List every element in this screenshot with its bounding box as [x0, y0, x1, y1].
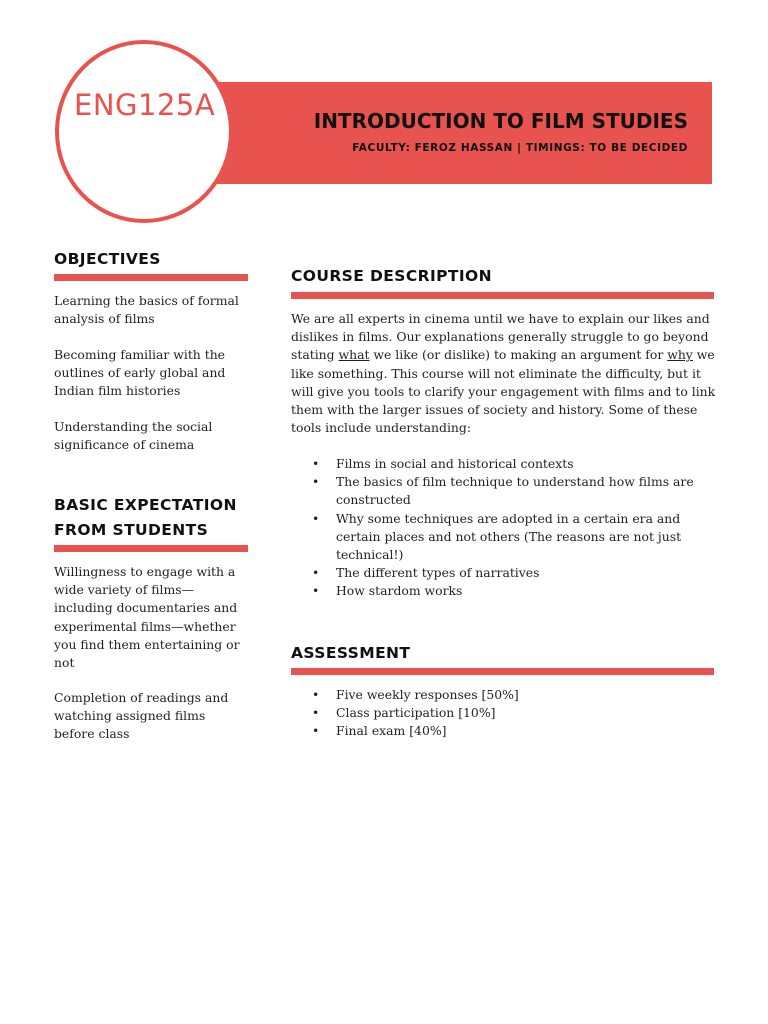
description-text-part1: We are all experts in cinema until we have to explain our likes and dislikes in films. Our explanations generally struggle to go beyond stating [291, 311, 710, 363]
objective-item: Learning the basics of formal analysis of films [54, 293, 239, 327]
course-subtitle: FACULTY: FEROZ HASSAN | TIMINGS: TO BE DECIDED [352, 142, 688, 154]
list-item: • The basics of film technique to understand how films are constructed [291, 473, 717, 509]
expectation-item: Completion of readings and watching assigned films before class [54, 690, 229, 742]
assessment-list [291, 686, 717, 741]
assessment-rule [291, 668, 714, 675]
description-underline-what: what [338, 347, 370, 363]
course-description-rule [291, 292, 714, 299]
objective-item: Understanding the social significance of cinema [54, 419, 213, 453]
course-description-heading: COURSE DESCRIPTION [291, 267, 492, 285]
course-description-text [291, 310, 717, 437]
list-item: • Final exam [40%] [291, 722, 717, 740]
description-text-part3: we like something. This course will not eliminate the difficulty, but it will give you tools to clarify your engagement with films and to link them with the larger issues of society and history. Some of these tools include understanding: [291, 347, 716, 436]
course-description-bullets [291, 455, 717, 601]
list-item: • Films in social and historical contexts [291, 455, 717, 473]
expectations-heading-line2: FROM STUDENTS [54, 521, 209, 539]
list-item: • How stardom works [291, 582, 717, 600]
objectives-heading: OBJECTIVES [54, 250, 161, 268]
description-underline-why: why [667, 347, 693, 363]
course-code: ENG125A [74, 88, 216, 122]
expectations-rule [54, 545, 248, 552]
course-code-circle [55, 40, 233, 223]
course-title: INTRODUCTION TO FILM STUDIES [313, 109, 688, 133]
description-text-part2: we like (or dislike) to making an argument for [369, 347, 668, 363]
objectives-rule [54, 274, 248, 281]
expectations-heading-line1: BASIC EXPECTATION [54, 496, 237, 514]
list-item: • Class participation [10%] [291, 704, 717, 722]
expectations-heading [54, 493, 237, 543]
list-item: • Five weekly responses [50%] [291, 686, 717, 704]
expectation-item: Willingness to engage with a wide variety of films—including documentaries and experimental films—whether you find them entertaining or not [54, 564, 240, 671]
objective-item: Becoming familiar with the outlines of early global and Indian film histories [54, 347, 226, 399]
list-item: • The different types of narratives [291, 564, 717, 582]
title-banner [214, 82, 712, 184]
assessment-heading: ASSESSMENT [291, 644, 411, 662]
list-item: • Why some techniques are adopted in a certain era and certain places and not others (The reasons are not just technical!) [291, 510, 717, 565]
